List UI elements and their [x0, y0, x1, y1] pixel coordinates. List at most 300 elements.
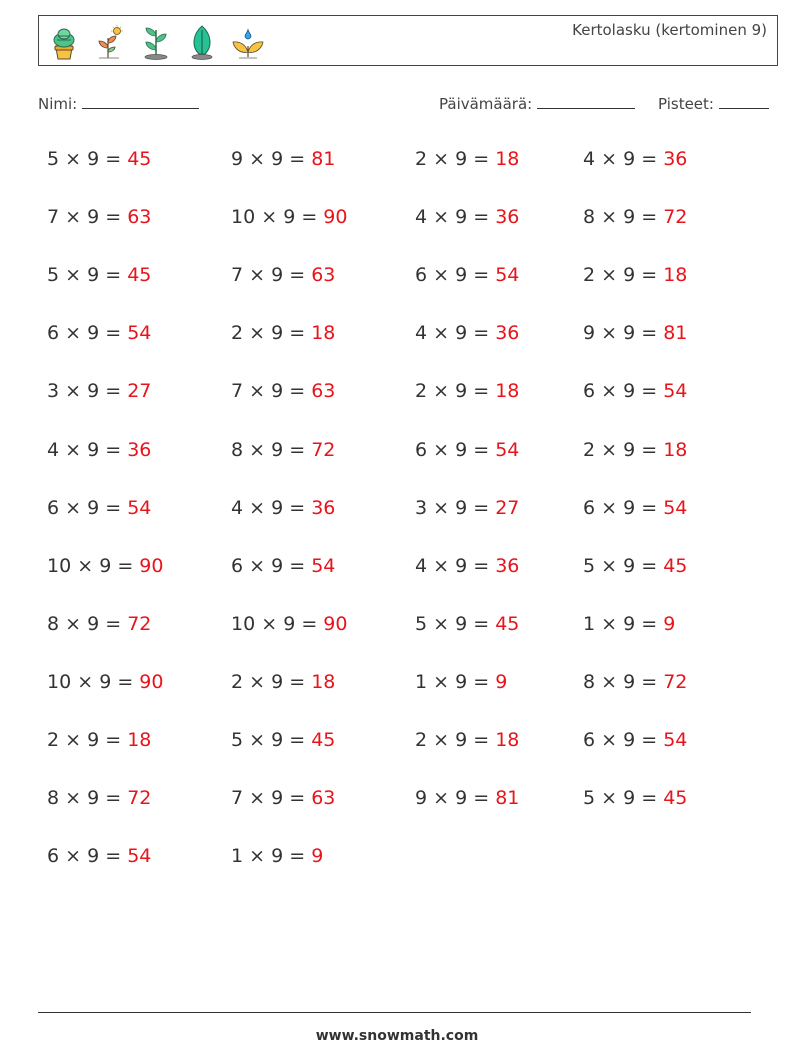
- equals-sign: =: [635, 148, 664, 170]
- problem-item: [583, 206, 687, 228]
- factor-b: 9: [455, 322, 468, 345]
- factor-b: 9: [87, 322, 100, 345]
- factor-b: 9: [271, 670, 284, 693]
- equals-sign: =: [99, 322, 128, 345]
- factor-b: 9: [455, 380, 468, 403]
- factor-b: 9: [271, 845, 284, 868]
- factor-a: 6: [47, 322, 60, 345]
- problem-item: [231, 613, 347, 635]
- factor-a: 4: [231, 496, 244, 519]
- problem-item: [231, 787, 335, 809]
- times-sign: ×: [243, 845, 272, 868]
- factor-a: 4: [47, 438, 60, 461]
- name-label: Nimi:: [38, 95, 78, 113]
- factor-b: 9: [623, 438, 636, 461]
- equals-sign: =: [635, 612, 664, 635]
- problem-item: [47, 497, 151, 519]
- answer: 54: [495, 438, 520, 461]
- factor-a: 9: [583, 322, 596, 345]
- equals-sign: =: [635, 206, 664, 229]
- times-sign: ×: [595, 438, 624, 461]
- factor-a: 9: [415, 787, 428, 810]
- factor-b: 9: [87, 206, 100, 229]
- factor-b: 9: [99, 670, 112, 693]
- factor-b: 9: [623, 264, 636, 287]
- problem-item: [415, 148, 519, 170]
- answer: 54: [311, 554, 336, 577]
- factor-a: 6: [415, 264, 428, 287]
- times-sign: ×: [59, 845, 88, 868]
- answer: 18: [495, 729, 520, 751]
- factor-b: 9: [455, 148, 468, 170]
- answer: 18: [663, 438, 688, 461]
- problem-item: [583, 729, 687, 751]
- times-sign: ×: [59, 496, 88, 519]
- equals-sign: =: [99, 264, 128, 287]
- problem-item: [47, 439, 151, 461]
- problem-item: [231, 148, 335, 170]
- answer: 54: [663, 496, 688, 519]
- answer: 72: [127, 787, 152, 810]
- equals-sign: =: [283, 845, 312, 868]
- times-sign: ×: [427, 554, 456, 577]
- problem-item: [47, 671, 163, 693]
- answer: 81: [663, 322, 688, 345]
- factor-b: 9: [283, 612, 296, 635]
- factor-a: 5: [583, 554, 596, 577]
- answer: 54: [127, 322, 152, 345]
- factor-b: 9: [455, 496, 468, 519]
- answer: 81: [495, 787, 520, 810]
- factor-b: 9: [455, 438, 468, 461]
- factor-b: 9: [623, 670, 636, 693]
- equals-sign: =: [99, 729, 128, 751]
- answer: 45: [311, 729, 336, 751]
- factor-b: 9: [455, 554, 468, 577]
- factor-b: 9: [87, 845, 100, 868]
- factor-b: 9: [455, 729, 468, 751]
- answer: 72: [127, 612, 152, 635]
- problem-item: [231, 497, 335, 519]
- factor-a: 8: [231, 438, 244, 461]
- answer: 36: [663, 148, 688, 170]
- equals-sign: =: [635, 438, 664, 461]
- factor-b: 9: [87, 729, 100, 751]
- factor-b: 9: [271, 554, 284, 577]
- answer: 9: [495, 670, 508, 693]
- answer: 36: [495, 206, 520, 229]
- factor-b: 9: [271, 380, 284, 403]
- problem-item: [415, 729, 519, 751]
- score-blank: [719, 94, 769, 109]
- factor-a: 8: [583, 206, 596, 229]
- problem-item: [583, 787, 687, 809]
- equals-sign: =: [635, 496, 664, 519]
- factor-b: 9: [623, 612, 636, 635]
- answer: 63: [311, 787, 336, 810]
- equals-sign: =: [283, 322, 312, 345]
- factor-b: 9: [283, 206, 296, 229]
- answer: 36: [311, 496, 336, 519]
- factor-a: 1: [231, 845, 244, 868]
- factor-a: 5: [583, 787, 596, 810]
- factor-b: 9: [455, 787, 468, 810]
- factor-b: 9: [623, 729, 636, 751]
- problem-item: [415, 439, 519, 461]
- equals-sign: =: [467, 438, 496, 461]
- problem-item: [415, 497, 519, 519]
- equals-sign: =: [283, 148, 312, 170]
- problem-item: [583, 322, 687, 344]
- equals-sign: =: [295, 206, 324, 229]
- factor-b: 9: [99, 554, 112, 577]
- times-sign: ×: [595, 554, 624, 577]
- times-sign: ×: [243, 148, 272, 170]
- times-sign: ×: [595, 496, 624, 519]
- factor-a: 3: [415, 496, 428, 519]
- times-sign: ×: [255, 206, 284, 229]
- worksheet-title: Kertolasku (kertominen 9): [572, 21, 767, 39]
- times-sign: ×: [595, 322, 624, 345]
- seedling-icon: [139, 24, 173, 60]
- sprout-sun-icon: [93, 24, 127, 60]
- answer: 18: [495, 380, 520, 403]
- answer: 90: [323, 612, 348, 635]
- factor-a: 3: [47, 380, 60, 403]
- equals-sign: =: [283, 554, 312, 577]
- name-field: [38, 94, 199, 113]
- header-box: [38, 15, 778, 66]
- equals-sign: =: [635, 787, 664, 810]
- factor-b: 9: [87, 438, 100, 461]
- factor-a: 8: [583, 670, 596, 693]
- problem-item: [47, 322, 151, 344]
- equals-sign: =: [99, 206, 128, 229]
- times-sign: ×: [595, 787, 624, 810]
- factor-a: 4: [415, 206, 428, 229]
- times-sign: ×: [595, 670, 624, 693]
- factor-b: 9: [271, 496, 284, 519]
- equals-sign: =: [283, 264, 312, 287]
- factor-b: 9: [87, 264, 100, 287]
- problem-item: [47, 148, 151, 170]
- times-sign: ×: [59, 612, 88, 635]
- factor-b: 9: [623, 322, 636, 345]
- answer: 45: [127, 264, 152, 287]
- factor-b: 9: [271, 438, 284, 461]
- equals-sign: =: [99, 496, 128, 519]
- answer: 63: [127, 206, 152, 229]
- equals-sign: =: [99, 612, 128, 635]
- date-blank: [537, 94, 635, 109]
- times-sign: ×: [71, 670, 100, 693]
- answer: 90: [139, 554, 164, 577]
- times-sign: ×: [243, 438, 272, 461]
- answer: 36: [495, 322, 520, 345]
- problem-item: [47, 380, 151, 402]
- times-sign: ×: [59, 787, 88, 810]
- times-sign: ×: [243, 322, 272, 345]
- problem-item: [583, 380, 687, 402]
- equals-sign: =: [635, 322, 664, 345]
- equals-sign: =: [635, 554, 664, 577]
- answer: 63: [311, 380, 336, 403]
- times-sign: ×: [255, 612, 284, 635]
- equals-sign: =: [99, 380, 128, 403]
- answer: 63: [311, 264, 336, 287]
- factor-a: 2: [415, 380, 428, 403]
- factor-a: 8: [47, 787, 60, 810]
- equals-sign: =: [99, 845, 128, 868]
- factor-a: 5: [415, 612, 428, 635]
- factor-b: 9: [271, 729, 284, 751]
- answer: 18: [663, 264, 688, 287]
- equals-sign: =: [283, 787, 312, 810]
- problem-item: [231, 322, 335, 344]
- problem-item: [231, 729, 335, 751]
- factor-a: 2: [415, 148, 428, 170]
- times-sign: ×: [427, 438, 456, 461]
- factor-a: 7: [231, 787, 244, 810]
- equals-sign: =: [635, 670, 664, 693]
- equals-sign: =: [99, 787, 128, 810]
- name-blank: [82, 94, 199, 109]
- watered-plant-icon: [231, 24, 265, 60]
- times-sign: ×: [427, 148, 456, 170]
- times-sign: ×: [59, 729, 88, 751]
- factor-a: 4: [583, 148, 596, 170]
- answer: 18: [311, 670, 336, 693]
- times-sign: ×: [595, 380, 624, 403]
- answer: 45: [663, 554, 688, 577]
- problem-item: [583, 671, 687, 693]
- factor-a: 4: [415, 554, 428, 577]
- equals-sign: =: [467, 496, 496, 519]
- factor-b: 9: [87, 496, 100, 519]
- equals-sign: =: [467, 322, 496, 345]
- problem-item: [47, 613, 151, 635]
- problem-item: [415, 613, 519, 635]
- factor-a: 6: [47, 845, 60, 868]
- factor-a: 6: [583, 729, 596, 751]
- factor-a: 7: [231, 264, 244, 287]
- times-sign: ×: [243, 670, 272, 693]
- times-sign: ×: [427, 612, 456, 635]
- problem-item: [47, 729, 151, 751]
- factor-b: 9: [623, 496, 636, 519]
- times-sign: ×: [243, 729, 272, 751]
- times-sign: ×: [243, 264, 272, 287]
- problem-item: [231, 264, 335, 286]
- factor-b: 9: [271, 787, 284, 810]
- footer-website: www.snowmath.com: [315, 1028, 479, 1044]
- equals-sign: =: [467, 787, 496, 810]
- times-sign: ×: [427, 670, 456, 693]
- factor-b: 9: [271, 148, 284, 170]
- equals-sign: =: [467, 206, 496, 229]
- problem-item: [47, 206, 151, 228]
- factor-a: 2: [583, 264, 596, 287]
- problem-item: [415, 380, 519, 402]
- times-sign: ×: [427, 787, 456, 810]
- times-sign: ×: [427, 264, 456, 287]
- equals-sign: =: [635, 380, 664, 403]
- answer: 45: [127, 148, 152, 170]
- problem-item: [231, 206, 347, 228]
- problem-item: [583, 555, 687, 577]
- equals-sign: =: [99, 148, 128, 170]
- answer: 54: [127, 496, 152, 519]
- problem-item: [583, 439, 687, 461]
- equals-sign: =: [283, 380, 312, 403]
- answer: 90: [139, 670, 164, 693]
- answer: 81: [311, 148, 336, 170]
- equals-sign: =: [467, 670, 496, 693]
- equals-sign: =: [99, 438, 128, 461]
- factor-a: 5: [47, 264, 60, 287]
- problem-item: [583, 148, 687, 170]
- equals-sign: =: [283, 670, 312, 693]
- factor-a: 10: [47, 670, 72, 693]
- potted-plant-icon: [47, 24, 81, 60]
- answer: 72: [311, 438, 336, 461]
- answer: 27: [127, 380, 152, 403]
- factor-a: 10: [231, 612, 256, 635]
- equals-sign: =: [467, 554, 496, 577]
- leaf-icon: [185, 24, 219, 60]
- factor-b: 9: [87, 612, 100, 635]
- factor-a: 10: [47, 554, 72, 577]
- answer: 90: [323, 206, 348, 229]
- factor-b: 9: [87, 380, 100, 403]
- times-sign: ×: [59, 380, 88, 403]
- answer: 18: [127, 729, 152, 751]
- times-sign: ×: [595, 206, 624, 229]
- times-sign: ×: [59, 438, 88, 461]
- times-sign: ×: [243, 554, 272, 577]
- times-sign: ×: [595, 264, 624, 287]
- factor-b: 9: [623, 206, 636, 229]
- factor-a: 1: [415, 670, 428, 693]
- factor-b: 9: [455, 670, 468, 693]
- problem-item: [231, 555, 335, 577]
- equals-sign: =: [111, 670, 140, 693]
- times-sign: ×: [427, 206, 456, 229]
- problem-item: [415, 264, 519, 286]
- equals-sign: =: [283, 496, 312, 519]
- factor-a: 2: [231, 322, 244, 345]
- factor-b: 9: [623, 554, 636, 577]
- factor-a: 2: [231, 670, 244, 693]
- factor-a: 6: [47, 496, 60, 519]
- times-sign: ×: [427, 380, 456, 403]
- equals-sign: =: [635, 729, 664, 751]
- factor-a: 6: [415, 438, 428, 461]
- answer: 9: [663, 612, 676, 635]
- factor-b: 9: [455, 612, 468, 635]
- answer: 54: [127, 845, 152, 868]
- equals-sign: =: [111, 554, 140, 577]
- answer: 36: [495, 554, 520, 577]
- factor-a: 10: [231, 206, 256, 229]
- times-sign: ×: [427, 729, 456, 751]
- date-label: Päivämäärä:: [439, 95, 533, 113]
- equals-sign: =: [467, 148, 496, 170]
- answer: 72: [663, 670, 688, 693]
- answer: 27: [495, 496, 520, 519]
- factor-a: 1: [583, 612, 596, 635]
- problem-item: [47, 787, 151, 809]
- factor-a: 2: [415, 729, 428, 751]
- answer: 45: [663, 787, 688, 810]
- factor-b: 9: [87, 148, 100, 170]
- icon-strip: [47, 22, 265, 62]
- answer: 18: [495, 148, 520, 170]
- times-sign: ×: [595, 612, 624, 635]
- equals-sign: =: [283, 729, 312, 751]
- equals-sign: =: [635, 264, 664, 287]
- times-sign: ×: [59, 264, 88, 287]
- factor-a: 7: [231, 380, 244, 403]
- date-field: [439, 94, 635, 113]
- score-field: [658, 94, 769, 113]
- times-sign: ×: [427, 322, 456, 345]
- factor-a: 5: [231, 729, 244, 751]
- factor-b: 9: [623, 148, 636, 170]
- answer: 36: [127, 438, 152, 461]
- problem-item: [47, 264, 151, 286]
- times-sign: ×: [59, 206, 88, 229]
- problem-item: [231, 845, 323, 867]
- factor-b: 9: [623, 787, 636, 810]
- factor-a: 7: [47, 206, 60, 229]
- problem-item: [583, 497, 687, 519]
- times-sign: ×: [595, 148, 624, 170]
- footer-divider: [38, 1012, 751, 1013]
- times-sign: ×: [427, 496, 456, 519]
- problem-item: [231, 671, 335, 693]
- equals-sign: =: [283, 438, 312, 461]
- answer: 9: [311, 845, 324, 868]
- times-sign: ×: [243, 787, 272, 810]
- answer: 45: [495, 612, 520, 635]
- factor-b: 9: [623, 380, 636, 403]
- equals-sign: =: [467, 612, 496, 635]
- factor-b: 9: [455, 264, 468, 287]
- times-sign: ×: [71, 554, 100, 577]
- factor-a: 6: [583, 496, 596, 519]
- problem-item: [47, 555, 163, 577]
- equals-sign: =: [467, 729, 496, 751]
- factor-a: 2: [583, 438, 596, 461]
- factor-b: 9: [87, 787, 100, 810]
- equals-sign: =: [295, 612, 324, 635]
- factor-a: 2: [47, 729, 60, 751]
- factor-a: 6: [231, 554, 244, 577]
- problem-item: [583, 613, 675, 635]
- factor-a: 5: [47, 148, 60, 170]
- problem-item: [47, 845, 151, 867]
- problem-item: [415, 555, 519, 577]
- answer: 54: [495, 264, 520, 287]
- factor-a: 4: [415, 322, 428, 345]
- answer: 72: [663, 206, 688, 229]
- answer: 18: [311, 322, 336, 345]
- problem-item: [231, 380, 335, 402]
- problem-item: [415, 787, 519, 809]
- answer: 54: [663, 380, 688, 403]
- equals-sign: =: [467, 380, 496, 403]
